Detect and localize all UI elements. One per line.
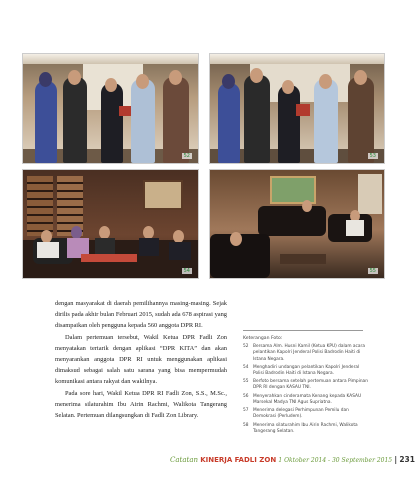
photo-number: 54 <box>183 268 190 274</box>
caption-item <box>243 344 368 363</box>
footer-kinerja: KINERJA <box>200 456 233 464</box>
caption-item <box>243 365 368 378</box>
paragraph: Pada sore hari, Wakil Ketua DPR RI Fadli Zon, S.S., M.Sc., menerima silaturahim Ibu Airin Rachmi, Walikota Tangerang Selatan. Pertemuan dilangsungkan di Fadli Zon Library. <box>55 389 227 420</box>
footer-name: FADLI ZON <box>234 456 277 464</box>
caption-text: Menghadiri undangan pelantikan Kapolri Jenderal Polisi Badrodin Haiti di Istana Negara. <box>253 365 360 377</box>
photo-number: 55 <box>369 268 376 274</box>
article-body <box>55 298 227 421</box>
caption-text: Bersama Alm. Husni Kamil (Ketua KPU) dalam acara pelantikan Kapolri Jenderal Polisi Badrodin Haiti di Istana Negara. <box>253 344 365 362</box>
caption-text: Menyerahkan cinderamata Kenang kepada KASAU Marsekal Madya TNI Agus Supriatna. <box>253 394 362 406</box>
page-number: 231 <box>399 455 415 464</box>
caption-number: 56 <box>243 394 249 399</box>
photo-ceremony-2 <box>209 53 385 164</box>
caption-title: Keterangan Foto: <box>243 336 283 341</box>
footer-separator: | <box>394 455 398 464</box>
caption-item <box>243 423 368 436</box>
caption-text: Menerima delegasi Perhimpunan Pemilu dan Demokrasi (Perludem). <box>253 408 349 420</box>
caption-number: 55 <box>243 379 249 384</box>
photo-number: 53 <box>369 153 376 159</box>
caption-number: 52 <box>243 344 249 349</box>
caption-divider <box>243 330 363 331</box>
caption-text: Menerima silaturahim Ibu Airin Rachmi, Walikota Tangerang Selatan. <box>253 423 358 435</box>
paragraph: Dalam pertemuan tersebut, Wakil Ketua DPR Fadli Zon menyatakan tertarik dengan aplikasi “DPR KITA” dan akan menyarankan anggota DPR RI untuk menggunakan aplikasi dimaksud sebagai salah satu sarana yang bisa mempermudah komunikasi antara rakyat dan wakilnya. <box>55 333 227 386</box>
caption-number: 57 <box>243 408 249 413</box>
caption-number: 54 <box>243 365 249 370</box>
photo-ceremony-1 <box>22 53 199 164</box>
caption-number: 58 <box>243 423 249 428</box>
page-footer <box>170 455 415 464</box>
caption-item <box>243 379 368 392</box>
photo-meeting-sofa <box>209 169 385 279</box>
photo-number: 52 <box>183 153 190 159</box>
caption-text: Berfoto bersama setelah pertemuan antara Pimpinan DPR RI dengan KASAU TNI. <box>253 379 368 391</box>
footer-date: 1 Oktober 2014 - 30 September 2015 <box>278 457 393 464</box>
caption-item <box>243 408 368 421</box>
paragraph: dengan masyarakat di daerah pemilihannya masing-masing. Sejak dirilis pada akhir bulan Februari 2015, sudah ada 678 aspirasi yang disampaikan oleh pengguna kepada 560 anggota DPR RI. <box>55 300 227 330</box>
caption-item <box>243 394 368 407</box>
footer-category: Catatan <box>170 456 199 464</box>
photo-meeting-library <box>22 169 199 279</box>
